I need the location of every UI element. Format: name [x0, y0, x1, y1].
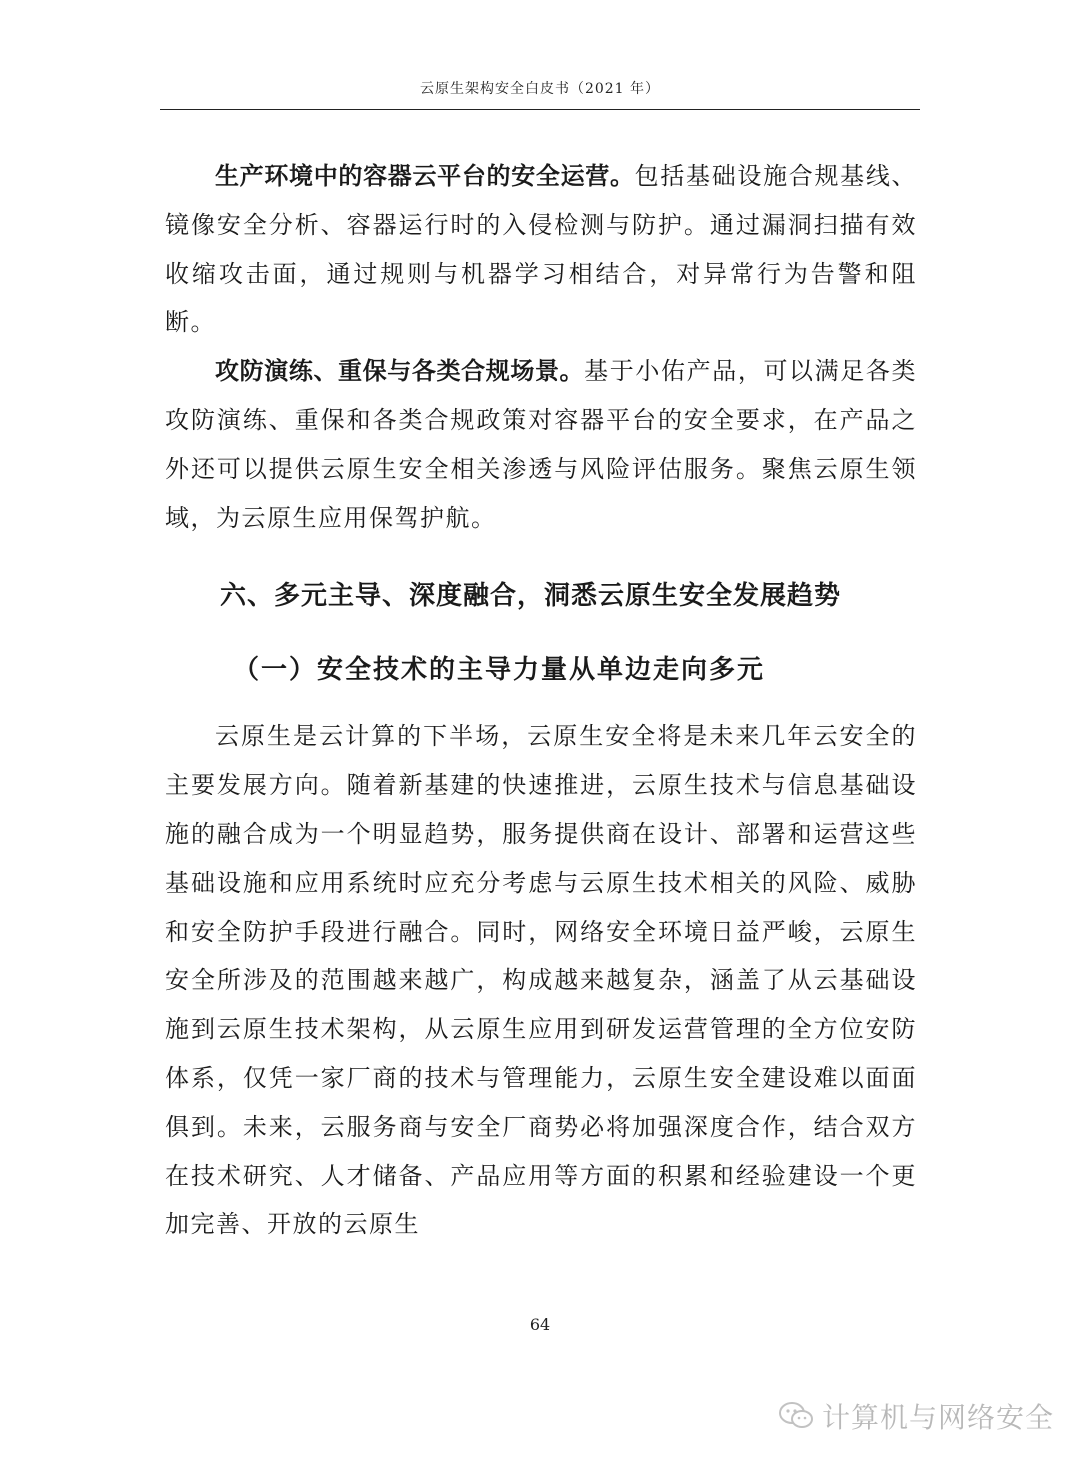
- watermark: [778, 1396, 1054, 1436]
- paragraph-cloud-native-trend: 云原生是云计算的下半场，云原生安全将是未来几年云安全的主要发展方向。随着新基建的快速推进，云原生技术与信息基础设施的融合成为一个明显趋势，服务提供商在设计、部署和运营这些基础设施和应用系统时应充分考虑与云原生技术相关的风险、威胁和安全防护手段进行融合。同时，网络安全环境日益严峻，云原生安全所涉及的范围越来越广，构成越来越复杂，涵盖了从云基础设施到云原生技术架构，从云原生应用到研发运营管理的全方位安防体系，仅凭一家厂商的技术与管理能力，云原生安全建设难以面面俱到。未来，云服务商与安全厂商势必将加强深度合作，结合双方在技术研究、人才储备、产品应用等方面的积累和经验建设一个更加完善、开放的云原生: [165, 722, 917, 1239]
- watermark-text: 计算机与网络安全: [821, 1401, 1054, 1434]
- page-header-title: 云原生架构安全白皮书（2021 年）: [419, 81, 661, 97]
- paragraph-text-container-ops: 包括基础设施合规基线、镜像安全分析、容器运行时的入侵检测与防护。通过漏洞扫描有效收缩攻击面，通过规则与机器学习相结合，对异常行为告警和阻断。: [165, 162, 918, 337]
- paragraph-attack-defense: [165, 347, 917, 542]
- page-number: 64: [529, 1315, 551, 1334]
- paragraph-lead-attack-defense: 攻防演练、重保与各类合规场景。: [215, 357, 585, 386]
- paragraph-lead-container-ops: 生产环境中的容器云平台的安全运营。: [215, 162, 635, 190]
- wechat-icon: [778, 1401, 814, 1431]
- section-heading: 六、多元主导、深度融合，洞悉云原生安全发展趋势: [220, 581, 842, 612]
- sub-heading: （一）安全技术的主导力量从单边走向多元: [233, 655, 766, 686]
- page-body: [165, 152, 917, 1249]
- header-divider: [160, 109, 920, 110]
- paragraph-text-attack-defense: 基于小佑产品，可以满足各类攻防演练、重保和各类合规政策对容器平台的安全要求，在产品之外还可以提供云原生安全相关渗透与风险评估服务。聚焦云原生领域，为云原生应用保驾护航。: [165, 357, 918, 532]
- paragraph-container-ops: [165, 152, 917, 347]
